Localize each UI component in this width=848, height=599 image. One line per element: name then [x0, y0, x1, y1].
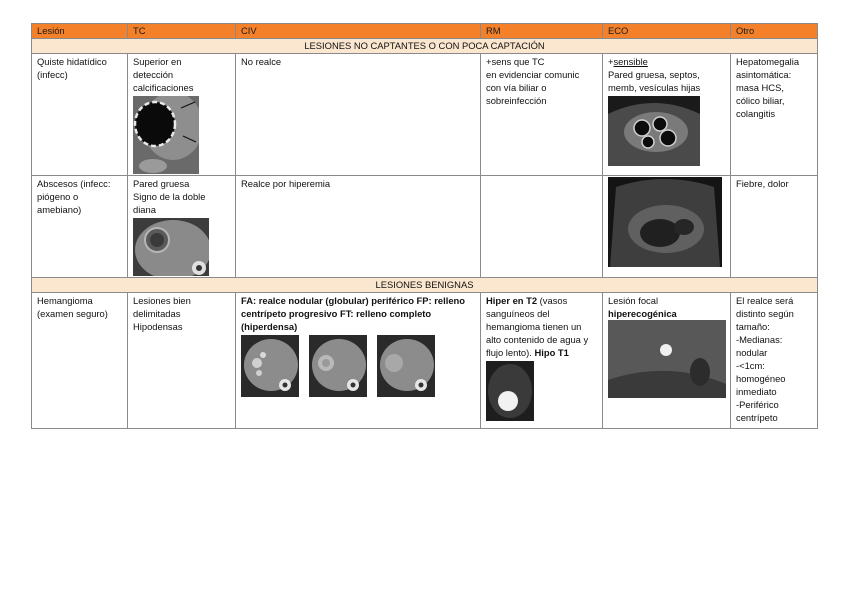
col-header-tc: TC [128, 24, 236, 39]
cell-rm-hemangioma [481, 293, 603, 429]
lesions-table [31, 23, 818, 429]
text-line: calcificaciones [133, 82, 194, 93]
ct-image-arterial-phase [241, 335, 299, 397]
text-line: FA: realce nodular (globular) periférico FP: relleno [241, 295, 465, 306]
text-line: asintomática: [736, 69, 792, 80]
rm-bold-hipo-t1: Hipo T1 [534, 347, 569, 358]
text-line: El realce será [736, 295, 794, 306]
text-line: alto contenido de agua y [486, 334, 589, 345]
text-line: distinto según [736, 308, 794, 319]
text-line: hemangioma tienen un [486, 321, 582, 332]
text-line: +sens que TC [486, 56, 545, 67]
text-line: en evidenciar comunic [486, 69, 580, 80]
section-row-benignas [32, 278, 818, 293]
text-line: Hemangioma [37, 295, 93, 306]
cell-civ-absceso: Realce por hiperemia [236, 176, 481, 278]
text-line: -Medianas: [736, 334, 783, 345]
mri-image-hemangioma [486, 361, 534, 421]
text-line: tamaño: [736, 321, 770, 332]
text-line: sobreinfección [486, 95, 547, 106]
text-line: nodular [736, 347, 768, 358]
text-line [608, 55, 725, 68]
cell-otro-hemangioma [731, 293, 818, 429]
us-image-hemangioma [608, 320, 726, 398]
section-title-no-captantes: LESIONES NO CAPTANTES O CON POCA CAPTACIÓN [32, 39, 818, 54]
text-line: -Periférico [736, 399, 779, 410]
ct-image-late-phase [377, 335, 435, 397]
cell-lesion-absceso [32, 176, 128, 278]
text-line: Lesión focal [608, 295, 659, 306]
cell-rm-absceso [481, 176, 603, 278]
cell-tc-quiste [128, 54, 236, 176]
cell-tc-absceso [128, 176, 236, 278]
text-line: colangitis [736, 108, 776, 119]
text-line: memb, vesículas hijas [608, 82, 701, 93]
text-line: inmediato [736, 386, 777, 397]
text-line [486, 346, 597, 359]
text-line: Pared gruesa [133, 178, 190, 189]
text-line: piógeno o [37, 191, 79, 202]
col-header-eco: ECO [603, 24, 731, 39]
text-line: hiperecogénica [608, 308, 677, 319]
text-line: centrípeto [736, 412, 778, 423]
text-fragment: (vasos [537, 295, 568, 306]
text-line: centrípeto progresivo FT: relleno completo [241, 308, 432, 319]
us-image-hydatid-cyst [608, 96, 700, 166]
cell-lesion-hemangioma [32, 293, 128, 429]
cell-otro-quiste [731, 54, 818, 176]
text-line: -<1cm: [736, 360, 765, 371]
text-line: masa HCS, [736, 82, 784, 93]
text-line: cólico biliar, [736, 95, 785, 106]
text-line: (infecc) [37, 69, 68, 80]
text-line: Abscesos (infecc: [37, 178, 111, 189]
table-row-quiste [32, 54, 818, 176]
cell-civ-quiste: No realce [236, 54, 481, 176]
text-line: Superior en [133, 56, 182, 67]
text-line: Lesiones bien [133, 295, 191, 306]
col-header-rm: RM [481, 24, 603, 39]
table-row-absceso [32, 176, 818, 278]
text-line [486, 294, 597, 307]
text-line: Pared gruesa, septos, [608, 69, 700, 80]
text-fragment: flujo lento). [486, 347, 535, 358]
ct-image-hydatid-cyst [133, 96, 199, 174]
text-line: Signo de la doble [133, 191, 206, 202]
text-line: (hiperdensa) [241, 321, 298, 332]
col-header-civ: CIV [236, 24, 481, 39]
ct-phase-images [241, 335, 475, 397]
cell-eco-quiste [603, 54, 731, 176]
text-line: Hipodensas [133, 321, 183, 332]
cell-otro-absceso: Fiebre, dolor [731, 176, 818, 278]
ct-image-portal-phase [309, 335, 367, 397]
rm-bold-hiper-t2: Hiper en T2 [486, 295, 538, 306]
ct-image-abscess [133, 218, 209, 276]
text-line: (examen seguro) [37, 308, 108, 319]
text-line: delimitadas [133, 308, 181, 319]
cell-rm-quiste [481, 54, 603, 176]
header-row [32, 24, 818, 39]
us-image-abscess [608, 177, 722, 267]
cell-lesion-quiste [32, 54, 128, 176]
cell-civ-hemangioma [236, 293, 481, 429]
table-row-hemangioma [32, 293, 818, 429]
text-line: amebiano) [37, 204, 82, 215]
section-title-benignas: LESIONES BENIGNAS [32, 278, 818, 293]
col-header-lesion: Lesión [32, 24, 128, 39]
text-line: homogéneo [736, 373, 786, 384]
col-header-otro: Otro [731, 24, 818, 39]
text-line: sanguíneos del [486, 308, 550, 319]
text-line: con vía biliar o [486, 82, 547, 93]
cell-tc-hemangioma [128, 293, 236, 429]
text-line: Hepatomegalia [736, 56, 800, 67]
text-line: Quiste hidatídico [37, 56, 107, 67]
eco-prefix: + [608, 56, 614, 67]
text-line: diana [133, 204, 156, 215]
section-row-no-captantes [32, 39, 818, 54]
cell-eco-hemangioma [603, 293, 731, 429]
cell-eco-absceso [603, 176, 731, 278]
eco-sensible-underlined: sensible [613, 56, 648, 67]
text-line: detección [133, 69, 174, 80]
